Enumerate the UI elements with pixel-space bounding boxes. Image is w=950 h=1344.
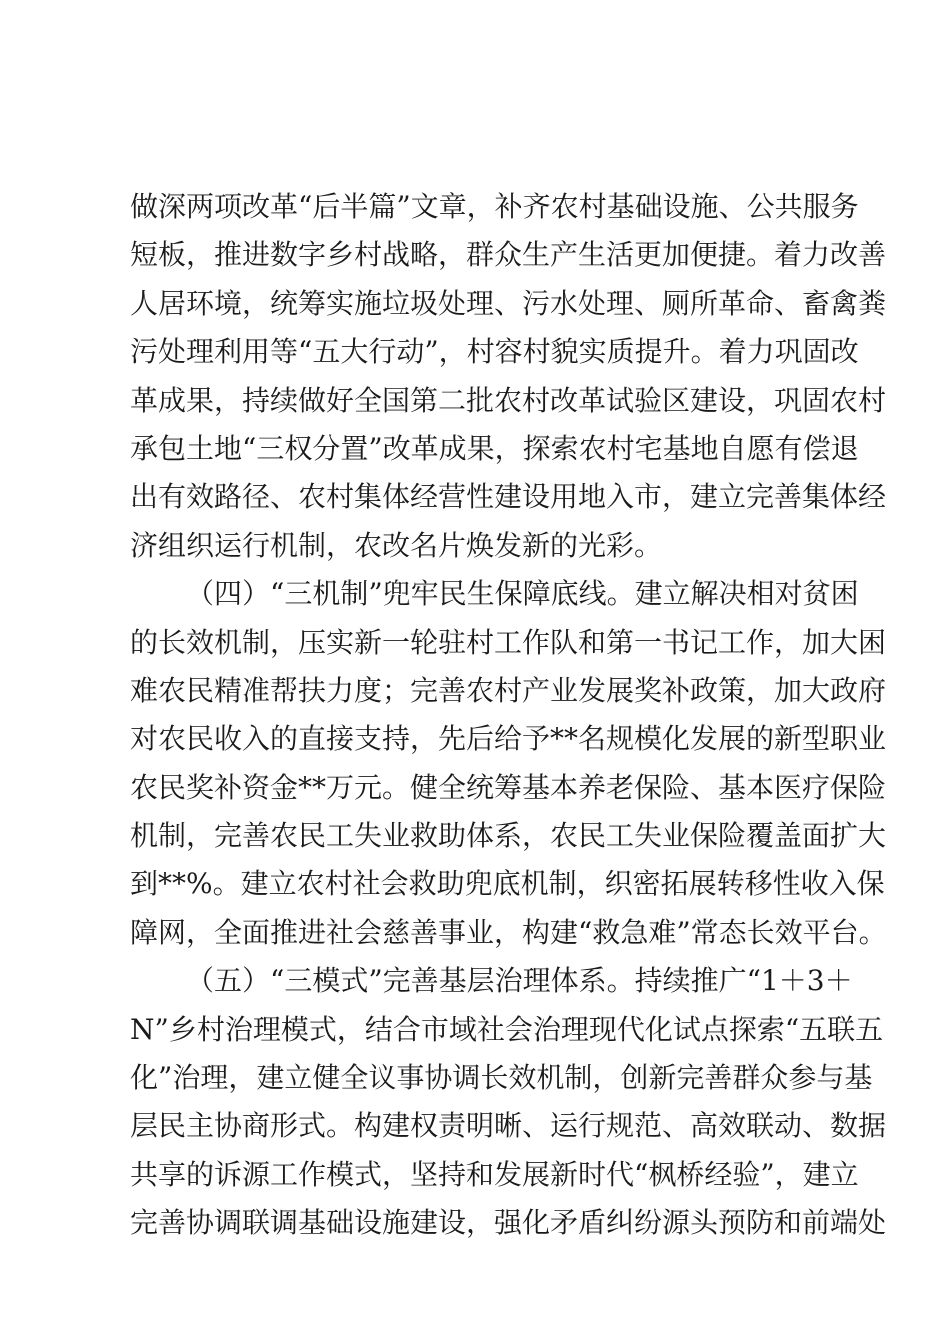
text-line: 共享的诉源工作模式，坚持和发展新时代“枫桥经验”，建立 [130, 1157, 859, 1191]
text-line: 做深两项改革“后半篇”文章，补齐农村基础设施、公共服务 [130, 190, 859, 223]
text-line: 化”治理，建立健全议事协调长效机制，创新完善群众参与基 [130, 1061, 873, 1095]
text-line: 污处理利用等“五大行动”，村容村貌实质提升。着力巩固改 [130, 335, 859, 369]
text-line: 难农民精准帮扶力度；完善农村产业发展奖补政策，加大政府 [130, 673, 887, 707]
paragraph-heading-line: （四）“三机制”兜牢民生保障底线。建立解决相对贫困 [186, 577, 859, 611]
text-line: 出有效路径、农村集体经营性建设用地入市，建立完善集体经 [130, 480, 887, 514]
body-text [130, 183, 887, 1248]
text-line: 层民主协商形式。构建权责明晰、运行规范、高效联动、数据 [130, 1109, 887, 1143]
text-line: 人居环境，统筹实施垃圾处理、污水处理、厕所革命、畜禽粪 [130, 286, 887, 320]
text-line: 对农民收入的直接支持，先后给予**名规模化发展的新型职业 [130, 722, 887, 756]
text-line: 农民奖补资金**万元。健全统筹基本养老保险、基本医疗保险 [130, 770, 887, 804]
text-line: 机制，完善农民工失业救助体系，农民工失业保险覆盖面扩大 [130, 819, 887, 853]
text-line: N”乡村治理模式，结合市域社会治理现代化试点探索“五联五 [130, 1012, 884, 1046]
text-line: 承包土地“三权分置”改革成果，探索农村宅基地自愿有偿退 [130, 431, 859, 465]
text-line: 障网，全面推进社会慈善事业，构建“救急难”常态长效平台。 [130, 915, 887, 949]
paragraph-heading-line: （五）“三模式”完善基层治理体系。持续推广“1＋3＋ [186, 964, 853, 998]
text-line: 革成果，持续做好全国第二批农村改革试验区建设，巩固农村 [130, 383, 887, 417]
text-line: 完善协调联调基础设施建设，强化矛盾纠纷源头预防和前端处 [130, 1206, 887, 1240]
text-line: 的长效机制，压实新一轮驻村工作队和第一书记工作，加大困 [130, 625, 887, 659]
text-line: 短板，推进数字乡村战略，群众生产生活更加便捷。着力改善 [130, 238, 887, 272]
text-line: 济组织运行机制，农改名片焕发新的光彩。 [130, 528, 663, 562]
text-line: 到**%。建立农村社会救助兜底机制，织密拓展转移性收入保 [130, 867, 885, 901]
